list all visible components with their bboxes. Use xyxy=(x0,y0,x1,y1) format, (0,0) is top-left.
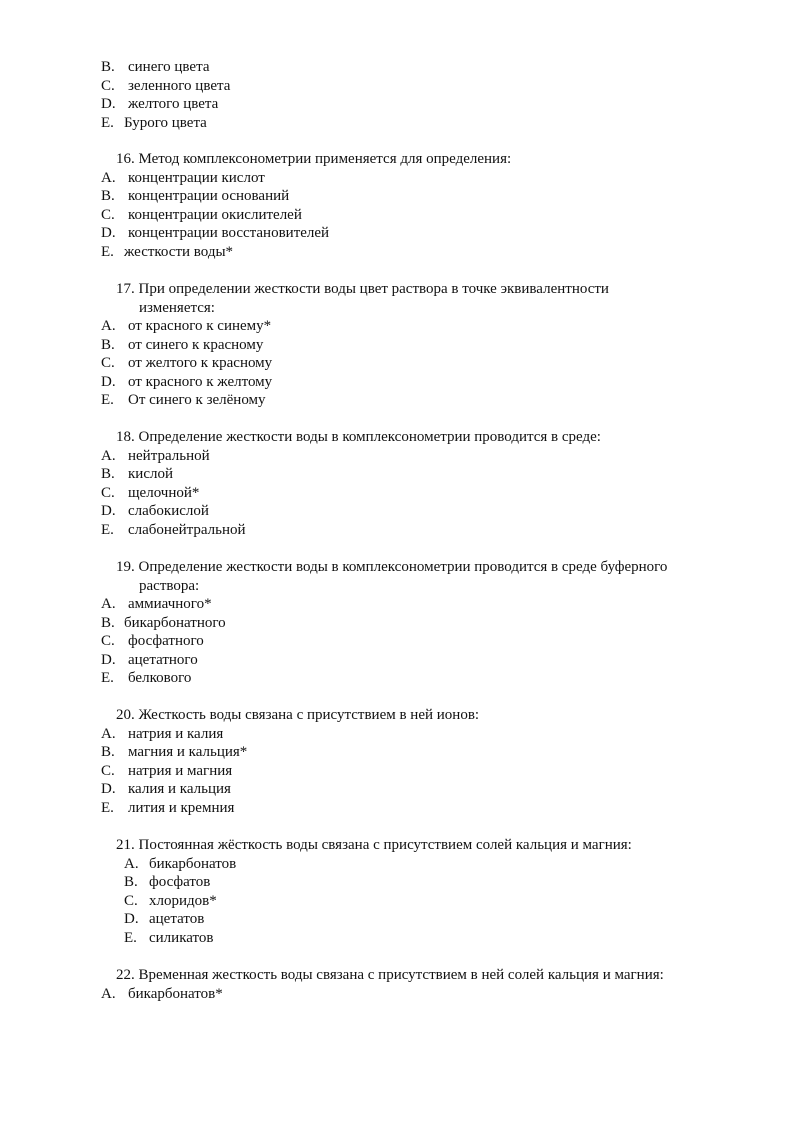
option-text: от синего к красному xyxy=(128,336,264,353)
question-text: 17. При определении жесткости воды цвет раствора в точке эквивалентности xyxy=(116,281,609,297)
option-text: бикарбонатов xyxy=(149,855,237,872)
question-text: 20. Жесткость воды связана с присутствием в ней ионов: xyxy=(116,707,480,723)
option-letter: B. xyxy=(101,188,115,204)
option-letter: E. xyxy=(101,521,114,538)
option-letter: D. xyxy=(101,96,116,112)
option-letter: B. xyxy=(101,744,115,760)
option-letter: C. xyxy=(101,633,115,649)
option-text: слабокислой xyxy=(128,503,209,519)
option-text: концентрации окислителей xyxy=(128,206,302,223)
option-text: лития и кремния xyxy=(128,799,235,816)
option-letter: C. xyxy=(101,77,115,94)
option-text: бикарбонатов* xyxy=(128,985,223,1002)
option-letter: E. xyxy=(101,243,114,260)
option-letter: A. xyxy=(124,855,139,872)
question-text-continuation: раствора: xyxy=(139,577,200,594)
option-letter: B. xyxy=(101,336,115,353)
option-text: желтого цвета xyxy=(128,96,219,112)
option-letter: B. xyxy=(124,874,138,890)
question-text: 21. Постоянная жёсткость воды связана с присутствием солей кальция и магния: xyxy=(116,837,632,853)
option-text: щелочной* xyxy=(128,484,200,501)
question-text: 16. Метод комплексонометрии применяется для определения: xyxy=(116,151,512,167)
option-text: синего цвета xyxy=(128,59,210,75)
question-text-continuation: изменяется: xyxy=(139,299,215,316)
option-text: силикатов xyxy=(149,929,214,946)
option-letter: C. xyxy=(101,355,115,371)
option-text: От синего к зелёному xyxy=(128,392,266,408)
option-text: натрия и калия xyxy=(128,725,224,742)
option-letter: A. xyxy=(101,725,116,742)
option-text: натрия и магния xyxy=(128,762,233,779)
option-letter: E. xyxy=(101,392,114,408)
option-text: концентрации восстановителей xyxy=(128,225,330,241)
option-letter: E. xyxy=(101,114,114,131)
option-letter: C. xyxy=(101,484,115,501)
option-letter: A. xyxy=(101,985,116,1002)
option-text: концентрации оснований xyxy=(128,188,290,204)
option-text: хлоридов* xyxy=(149,892,217,909)
option-letter: C. xyxy=(124,892,138,909)
option-text: слабонейтральной xyxy=(128,521,246,538)
option-text: от красного к желтому xyxy=(128,373,273,390)
option-text: белкового xyxy=(128,670,192,686)
option-letter: A. xyxy=(101,318,116,334)
option-letter: E. xyxy=(124,929,137,946)
option-letter: B. xyxy=(101,59,115,75)
option-text: аммиачного* xyxy=(128,596,212,612)
option-text: калия и кальция xyxy=(128,781,231,797)
option-text: ацетатов xyxy=(149,911,205,927)
option-letter: A. xyxy=(101,169,116,186)
option-letter: D. xyxy=(101,373,116,390)
option-letter: A. xyxy=(101,596,116,612)
option-text: нейтральной xyxy=(128,447,210,464)
option-text: фосфатного xyxy=(128,633,204,649)
option-letter: C. xyxy=(101,762,115,779)
question-text: 19. Определение жесткости воды в комплексонометрии проводится в среде буферного xyxy=(116,559,668,575)
option-text: фосфатов xyxy=(149,874,211,890)
option-text: магния и кальция* xyxy=(128,744,248,760)
option-letter: B. xyxy=(101,614,115,631)
option-text: от желтого к красному xyxy=(128,355,273,371)
option-text: концентрации кислот xyxy=(128,169,265,186)
option-text: зеленного цвета xyxy=(128,77,231,94)
option-text: от красного к синему* xyxy=(128,318,272,334)
question-text: 22. Временная жесткость воды связана с присутствием в ней солей кальция и магния: xyxy=(116,967,664,983)
option-text: жесткости воды* xyxy=(124,243,234,260)
option-letter: A. xyxy=(101,447,116,464)
option-letter: D. xyxy=(124,911,139,927)
question-text: 18. Определение жесткости воды в комплексонометрии проводится в среде: xyxy=(116,429,601,445)
option-letter: E. xyxy=(101,799,114,816)
option-text: ацетатного xyxy=(128,651,198,668)
option-text: кислой xyxy=(128,466,173,482)
option-text: Бурого цвета xyxy=(124,114,207,131)
option-letter: D. xyxy=(101,781,116,797)
option-letter: D. xyxy=(101,503,116,519)
option-letter: B. xyxy=(101,466,115,482)
option-letter: E. xyxy=(101,670,114,686)
option-text: бикарбонатного xyxy=(124,614,226,631)
option-letter: C. xyxy=(101,206,115,223)
option-letter: D. xyxy=(101,651,116,668)
option-letter: D. xyxy=(101,225,116,241)
